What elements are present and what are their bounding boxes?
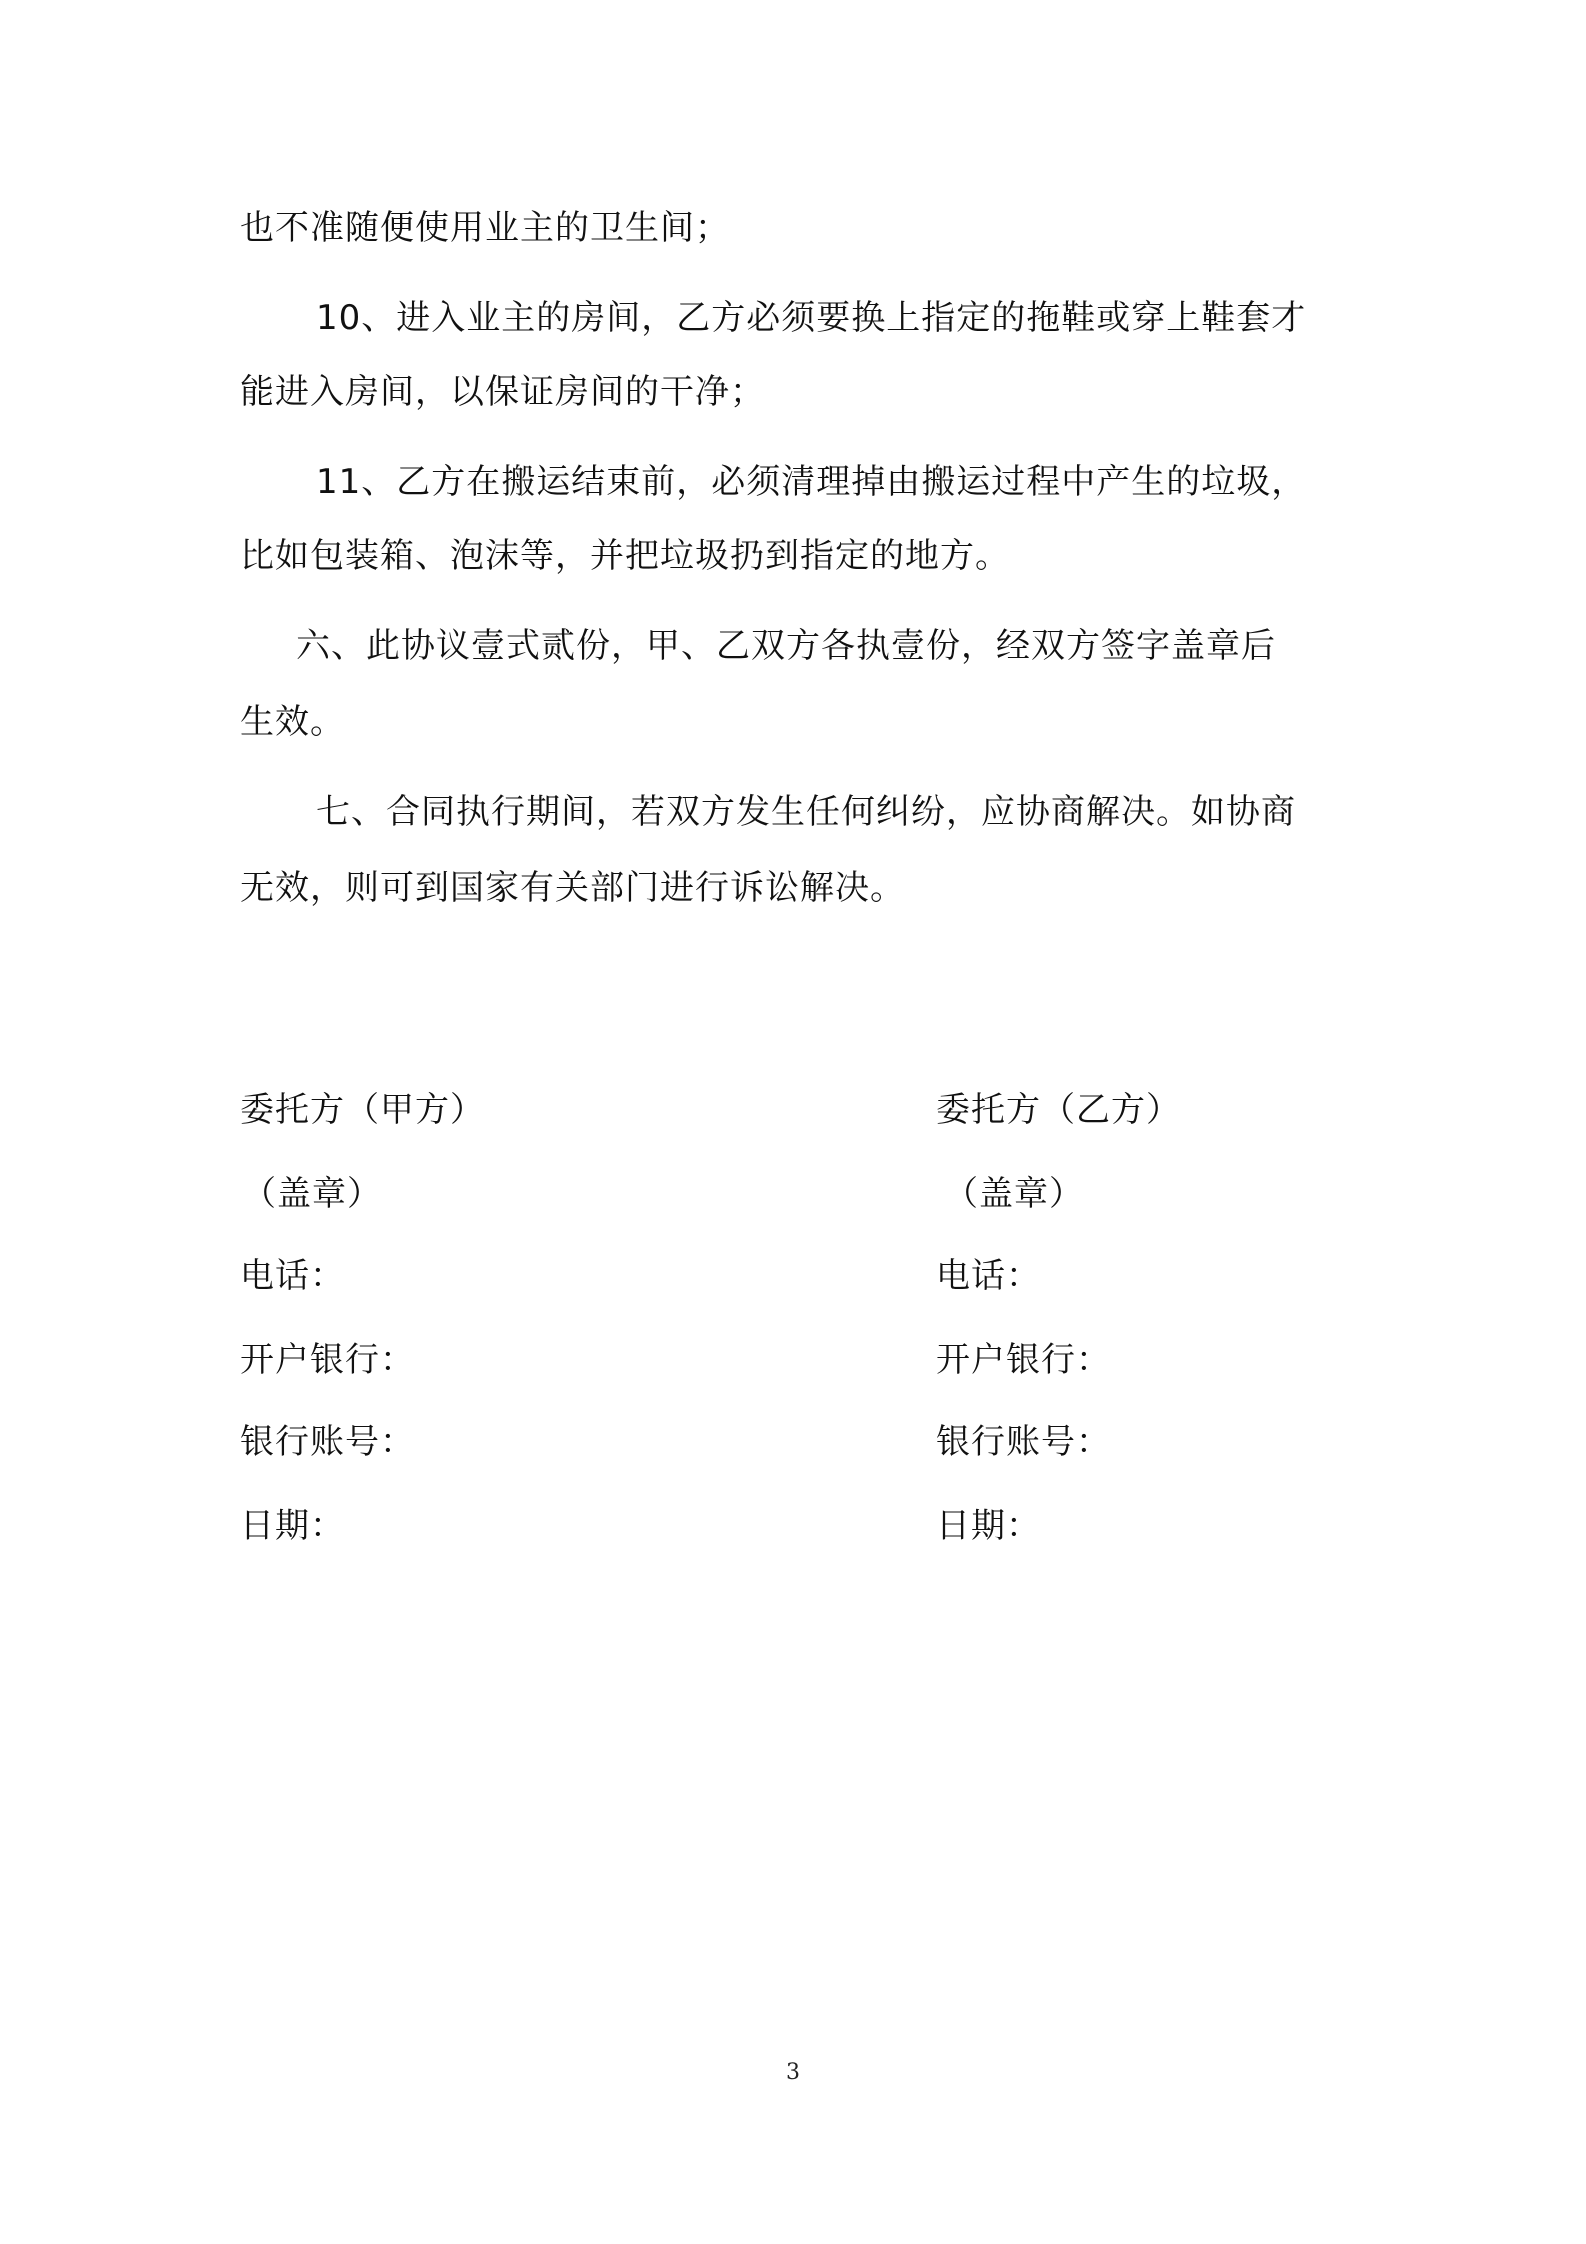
section-6-line-2: 生效。 — [240, 702, 345, 742]
party-b-account-label: 银行账号： — [936, 1422, 1111, 1462]
party-a-seal: （盖章） — [242, 1174, 382, 1214]
party-b-title: 委托方（乙方） — [936, 1090, 1181, 1130]
body-line-1: 也不准随便使用业主的卫生间； — [240, 208, 730, 248]
party-b-seal: （盖章） — [944, 1174, 1084, 1214]
clause-10-line-1: 10、进入业主的房间，乙方必须要换上指定的拖鞋或穿上鞋套才 — [316, 298, 1307, 338]
clause-11-line-1: 11、乙方在搬运结束前，必须清理掉由搬运过程中产生的垃圾， — [316, 462, 1307, 502]
party-b-date-label: 日期： — [936, 1506, 1041, 1546]
section-7-line-1: 七、合同执行期间，若双方发生任何纠纷，应协商解决。如协商 — [316, 792, 1296, 832]
section-6-line-1: 六、此协议壹式贰份，甲、乙双方各执壹份，经双方签字盖章后 — [296, 626, 1276, 666]
party-a-account-label: 银行账号： — [240, 1422, 415, 1462]
party-a-date-label: 日期： — [240, 1506, 345, 1546]
section-7-line-2: 无效，则可到国家有关部门进行诉讼解决。 — [240, 868, 905, 908]
party-a-bank-label: 开户银行： — [240, 1340, 415, 1380]
clause-10-line-2: 能进入房间，以保证房间的干净； — [240, 372, 765, 412]
party-a-title: 委托方（甲方） — [240, 1090, 485, 1130]
page-number: 3 — [786, 2060, 800, 2085]
party-a-phone-label: 电话： — [240, 1256, 345, 1296]
party-b-phone-label: 电话： — [936, 1256, 1041, 1296]
clause-11-line-2: 比如包装箱、泡沫等，并把垃圾扔到指定的地方。 — [240, 536, 1010, 576]
party-b-bank-label: 开户银行： — [936, 1340, 1111, 1380]
